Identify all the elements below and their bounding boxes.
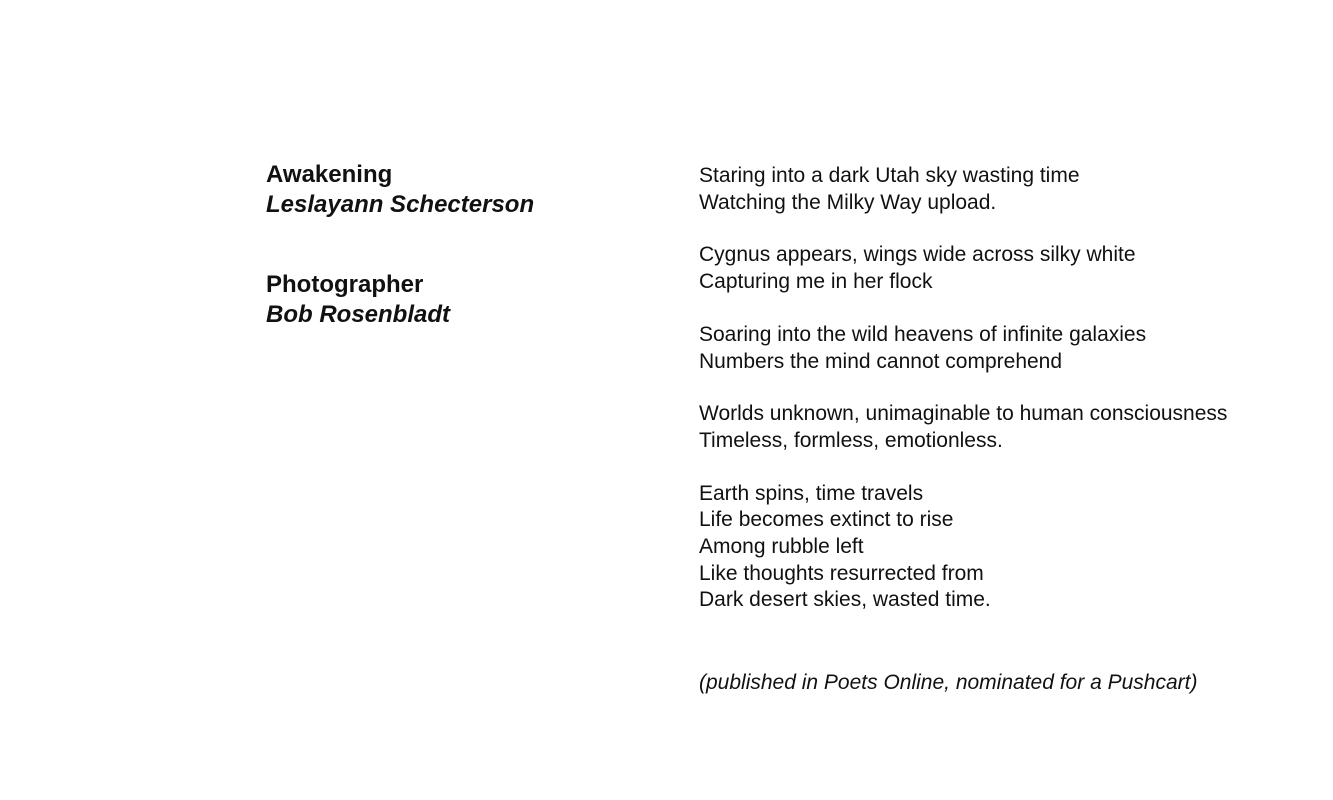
poem-line: Capturing me in her flock <box>699 270 933 294</box>
author-name: Leslayann Schecterson <box>266 191 535 218</box>
publication-note: (published in Poets Online, nominated for a Pushcart) <box>699 671 1198 694</box>
poem-stanza <box>699 481 1299 615</box>
poem-stanza <box>699 242 1299 295</box>
poem-stanza <box>699 401 1299 454</box>
poem-line: Staring into a dark Utah sky wasting time <box>699 164 1080 187</box>
poem-line: Dark desert skies, wasted time. <box>699 588 991 612</box>
credits-panel <box>266 160 646 330</box>
poem-line: Like thoughts resurrected from <box>699 561 984 585</box>
poem-line: Timeless, formless, emotionless. <box>699 428 1003 452</box>
poem-title: Awakening <box>266 161 393 188</box>
title-block <box>266 160 646 220</box>
photographer-label: Photographer <box>266 271 424 298</box>
poem-line: Numbers the mind cannot comprehend <box>699 349 1063 373</box>
poem-line: Watching the Milky Way upload. <box>699 190 997 214</box>
photographer-name: Bob Rosenbladt <box>266 301 450 328</box>
poem-line: Among rubble left <box>699 535 864 559</box>
poem-line: Cygnus appears, wings wide across silky white <box>699 243 1136 267</box>
poem-body <box>699 163 1299 640</box>
photographer-block <box>266 270 646 330</box>
poem-stanza <box>699 163 1299 216</box>
poem-line: Life becomes extinct to rise <box>699 508 954 532</box>
poem-line: Worlds unknown, unimaginable to human consciousness <box>699 402 1228 426</box>
poem-line: Earth spins, time travels <box>699 481 924 505</box>
poem-line: Soaring into the wild heavens of infinite galaxies <box>699 322 1147 346</box>
poem-stanza <box>699 322 1299 375</box>
